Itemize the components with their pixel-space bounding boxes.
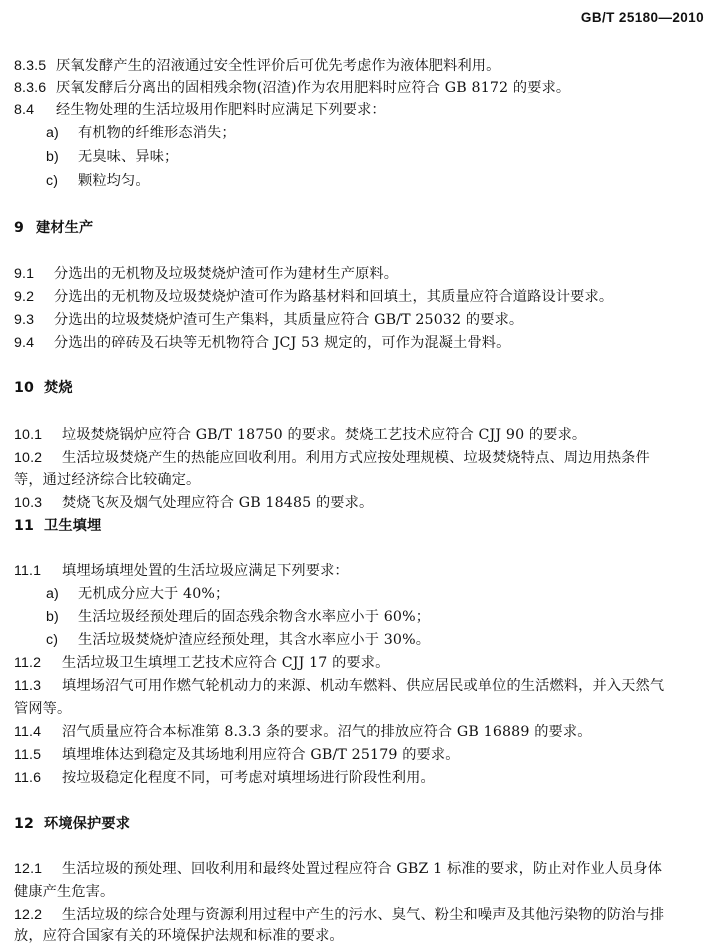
list-item-mark: c) [46, 632, 59, 648]
clause-text: 经生物处理的生活垃圾用作肥料时应满足下列要求： [56, 102, 386, 118]
list-item-text: 生活垃圾焚烧炉渣应经预处理，其含水率应小于 30%。 [78, 632, 431, 648]
clause-8-3-6 [14, 78, 570, 98]
standard-number: GB/T 25180—2010 [580, 10, 704, 25]
section-title: 环境保护要求 [44, 816, 131, 832]
clause-text: 厌氧发酵后分离出的固相残余物(沼渣)作为农用肥料时应符合 GB 8172 的要求。 [56, 80, 571, 96]
section-number: 12 [14, 816, 35, 832]
clause-text: 放，应符合国家有关的环境保护法规和标准的要求。 [14, 928, 344, 944]
clause-text: 填埋场沼气可用作燃气轮机动力的来源、机动车燃料、供应居民或单位的生活燃料，并入天然气 [62, 678, 665, 694]
clause-text: 填埋场填埋处置的生活垃圾应满足下列要求： [62, 563, 349, 579]
clause-12-2-continued [14, 926, 344, 946]
clause-number: 9.4 [14, 335, 35, 351]
list-item-mark: b) [46, 609, 59, 625]
clause-10-2-continued [14, 470, 200, 490]
clause-number: 8.3.5 [14, 58, 47, 74]
clause-number: 11.3 [14, 678, 42, 694]
clause-text: 健康产生危害。 [14, 884, 115, 900]
clause-number: 11.4 [14, 724, 42, 740]
clause-text: 填埋堆体达到稳定及其场地利用应符合 GB/T 25179 的要求。 [62, 747, 460, 763]
clause-number: 10.1 [14, 427, 43, 443]
clause-9-2 [14, 287, 613, 307]
clause-text: 分选出的碎砖及石块等无机物符合 JCJ 53 规定的，可作为混凝土骨料。 [54, 335, 511, 351]
clause-number: 10.2 [14, 450, 43, 466]
section-heading [14, 378, 73, 398]
clause-11-6 [14, 768, 435, 788]
list-item [46, 147, 178, 167]
clause-12-1 [14, 859, 662, 879]
clause-number: 11.1 [14, 563, 42, 579]
clause-text: 分选出的无机物及垃圾焚烧炉渣可作为路基材料和回填土，其质量应符合道路设计要求。 [54, 289, 614, 305]
clause-text: 管网等。 [14, 701, 72, 717]
clause-number: 9.3 [14, 312, 35, 328]
clause-9-1 [14, 264, 398, 284]
clause-text: 生活垃圾卫生填埋工艺技术应符合 CJJ 17 的要求。 [62, 655, 390, 671]
clause-text: 沼气质量应符合本标准第 8.3.3 条的要求。沼气的排放应符合 GB 16889 的要求。 [62, 724, 592, 740]
list-item [46, 607, 430, 627]
clause-number: 12.1 [14, 861, 43, 877]
clause-9-3 [14, 310, 523, 330]
clause-11-2 [14, 653, 389, 673]
clause-number: 8.4 [14, 102, 35, 118]
clause-text: 焚烧飞灰及烟气处理应符合 GB 18485 的要求。 [62, 495, 374, 511]
clause-11-3 [14, 676, 664, 696]
list-item-mark: b) [46, 149, 59, 165]
clause-12-2 [14, 905, 664, 925]
clause-number: 8.3.6 [14, 80, 47, 96]
clause-text: 厌氧发酵产生的沼液通过安全性评价后可优先考虑作为液体肥料利用。 [56, 58, 501, 74]
clause-10-2 [14, 448, 650, 468]
clause-text: 生活垃圾的综合处理与资源利用过程中产生的污水、臭气、粉尘和噪声及其他污染物的防治与排 [62, 907, 665, 923]
clause-text: 分选出的垃圾焚烧炉渣可生产集料，其质量应符合 GB/T 25032 的要求。 [54, 312, 524, 328]
section-number: 9 [14, 220, 25, 236]
clause-11-5 [14, 745, 460, 765]
list-item [46, 123, 236, 143]
clause-text: 生活垃圾的预处理、回收利用和最终处置过程应符合 GBZ 1 标准的要求，防止对作业人员身体 [62, 861, 663, 877]
clause-10-1 [14, 425, 586, 445]
list-item [46, 584, 229, 604]
clause-11-1 [14, 561, 349, 581]
list-item-mark: a) [46, 586, 59, 602]
clause-12-1-continued [14, 882, 114, 902]
clause-10-3 [14, 493, 373, 513]
list-item-mark: a) [46, 125, 59, 141]
clause-text: 垃圾焚烧锅炉应符合 GB/T 18750 的要求。焚烧工艺技术应符合 CJJ 90 的要求。 [62, 427, 587, 443]
clause-8-4 [14, 100, 386, 120]
list-item-mark: c) [46, 173, 59, 189]
clause-text: 等，通过经济综合比较确定。 [14, 472, 201, 488]
clause-text: 按垃圾稳定化程度不同，可考虑对填埋场进行阶段性利用。 [62, 770, 435, 786]
clause-number: 11.2 [14, 655, 42, 671]
list-item [46, 630, 430, 650]
list-item-text: 生活垃圾经预处理后的固态残余物含水率应小于 60%； [78, 609, 431, 625]
list-item-text: 有机物的纤维形态消失； [78, 125, 236, 141]
section-title: 卫生填埋 [44, 518, 102, 534]
list-item-text: 无机成分应大于 40%； [78, 586, 230, 602]
clause-number: 11.6 [14, 770, 42, 786]
clause-text: 生活垃圾焚烧产生的热能应回收利用。利用方式应按处理规模、垃圾焚烧特点、周边用热条件 [62, 450, 650, 466]
clause-number: 11.5 [14, 747, 42, 763]
section-heading [14, 516, 101, 536]
clause-text: 分选出的无机物及垃圾焚烧炉渣可作为建材生产原料。 [54, 266, 399, 282]
list-item-text: 颗粒均匀。 [78, 173, 150, 189]
list-item-text: 无臭味、异味； [78, 149, 179, 165]
clause-number: 9.2 [14, 289, 35, 305]
section-number: 10 [14, 380, 35, 396]
section-heading [14, 218, 93, 238]
section-heading [14, 814, 130, 834]
clause-number: 10.3 [14, 495, 43, 511]
clause-11-4 [14, 722, 592, 742]
section-number: 11 [14, 518, 35, 534]
section-title: 建材生产 [36, 220, 94, 236]
list-item [46, 171, 150, 191]
clause-8-3-5 [14, 56, 500, 76]
clause-number: 12.2 [14, 907, 43, 923]
clause-9-4 [14, 333, 510, 353]
clause-11-3-continued [14, 699, 71, 719]
section-title: 焚烧 [44, 380, 73, 396]
clause-number: 9.1 [14, 266, 35, 282]
